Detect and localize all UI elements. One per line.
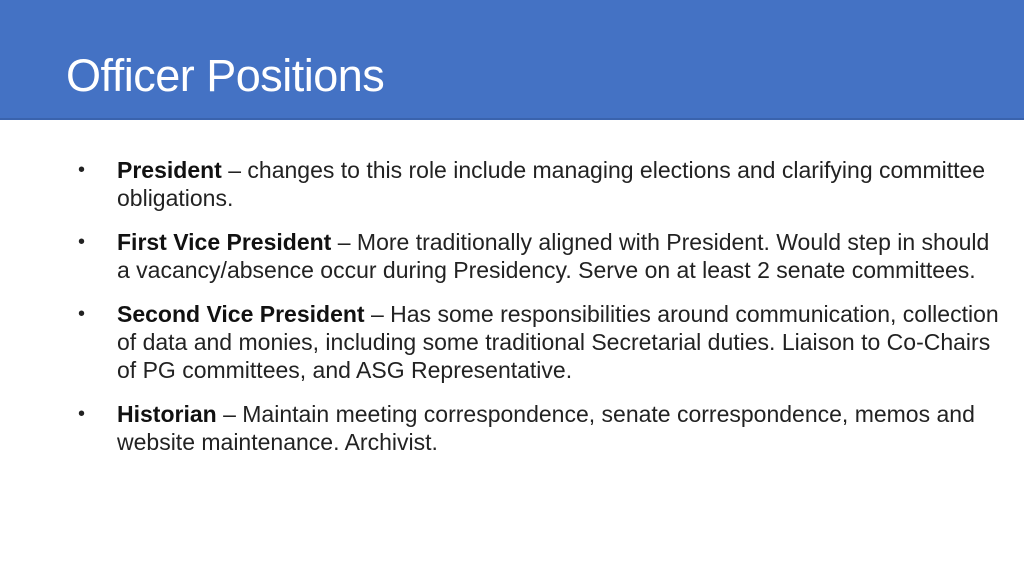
role-name: Second Vice President (117, 301, 365, 327)
role-name: President (117, 157, 222, 183)
title-bar (0, 0, 1024, 120)
bullet-icon: • (78, 159, 86, 181)
role-description: – changes to this role include managing elections and clarifying committee obligations. (117, 157, 986, 211)
role-description: – Has some responsibilities around communication, collection of data and monies, including some traditional Secretarial duties. Liaison to Co-Chairs of PG committees, and ASG Representative. (117, 301, 999, 383)
role-name: First Vice President (117, 229, 332, 255)
list-item-second-vice-president (70, 300, 1000, 384)
slide-title: Officer Positions (66, 50, 385, 101)
role-name: Historian (117, 401, 217, 427)
list-item-president (70, 156, 1000, 212)
role-description: – More traditionally aligned with President. Would step in should a vacancy/absence occur during Presidency. Serve on at least 2 senate committees. (117, 229, 990, 283)
list-item-first-vice-president (70, 228, 1000, 284)
bullet-icon: • (78, 303, 86, 325)
role-description: – Maintain meeting correspondence, senate correspondence, memos and website maintenance. Archivist. (117, 401, 975, 455)
officer-positions-list (70, 156, 1000, 472)
list-item-historian (70, 400, 1000, 456)
bullet-icon: • (78, 231, 86, 253)
bullet-icon: • (78, 403, 86, 425)
